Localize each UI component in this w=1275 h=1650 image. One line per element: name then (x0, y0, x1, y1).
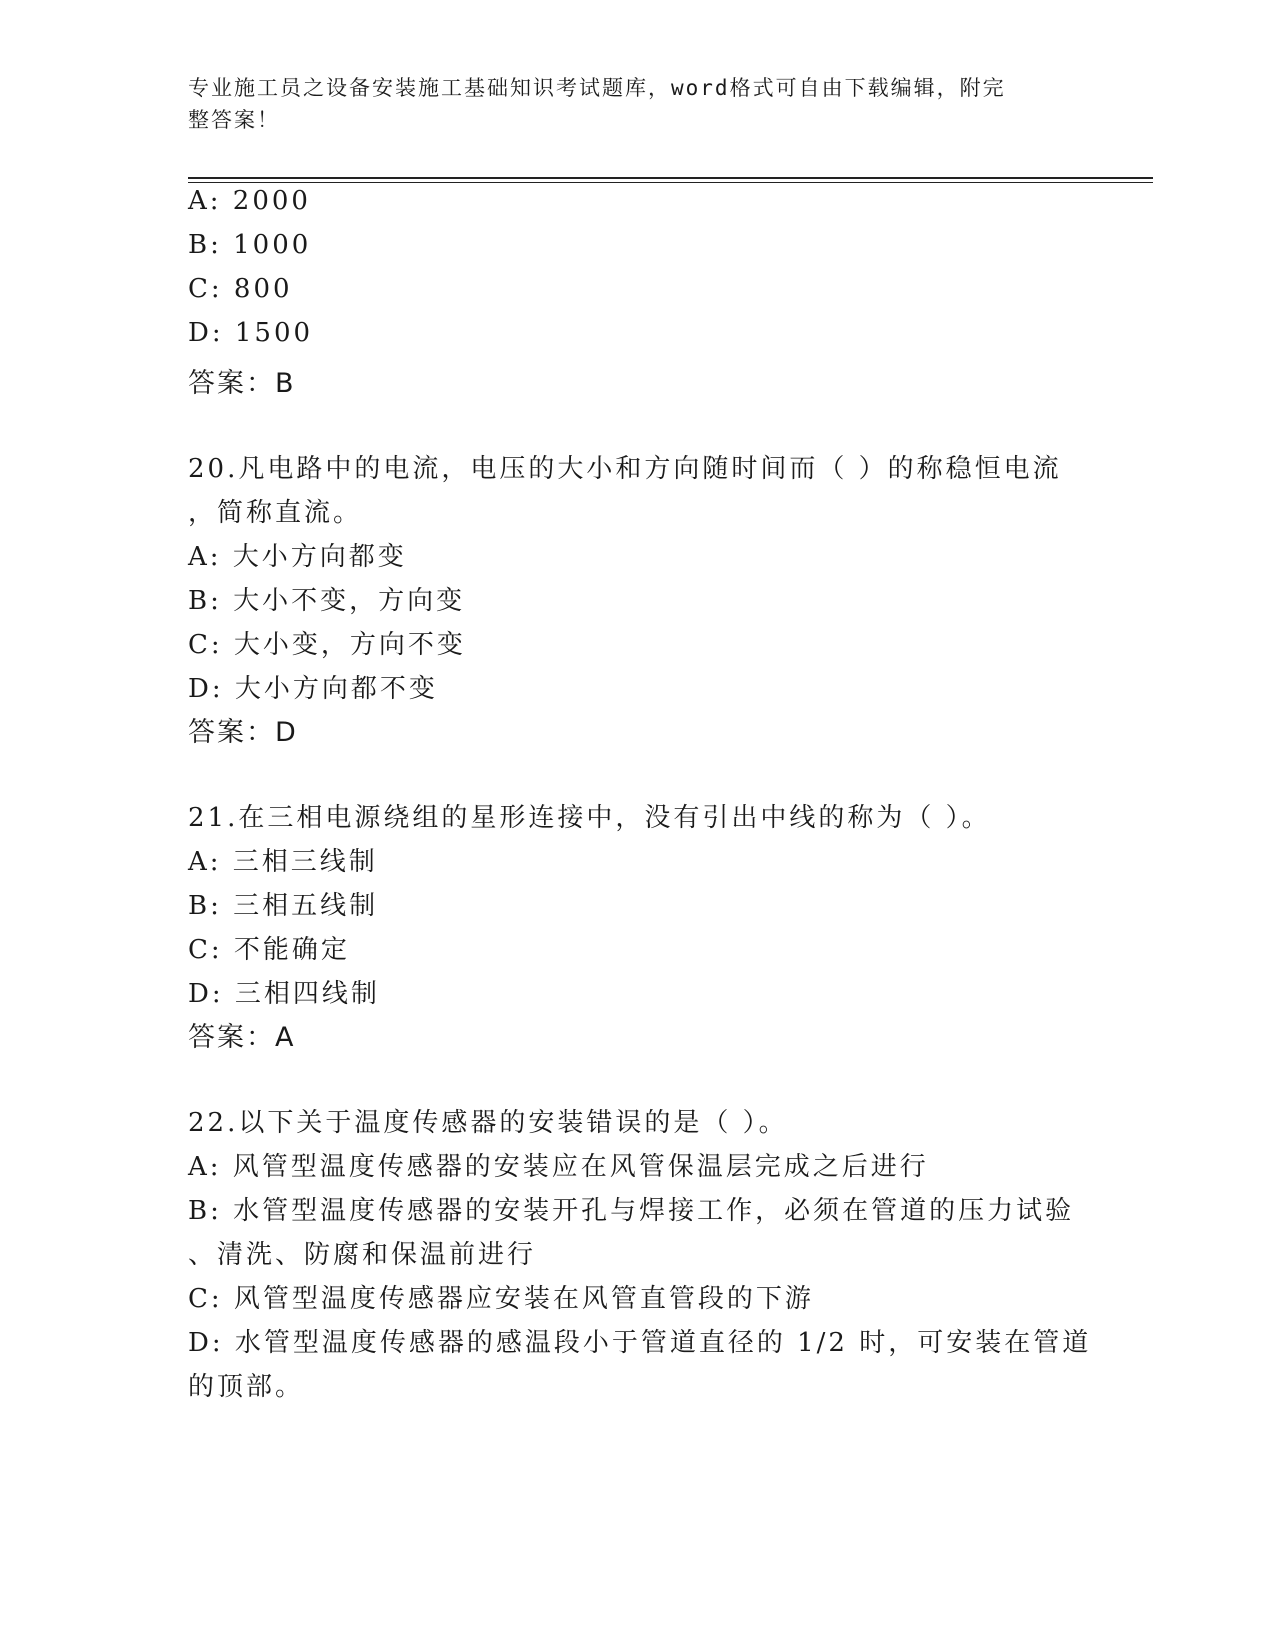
q21-stem-line-1: 21.在三相电源绕组的星形连接中，没有引出中线的称为（ ）。 (188, 803, 991, 833)
header-divider-thick (188, 177, 1153, 179)
q21-option-d: D: 三相四线制 (188, 979, 380, 1009)
q22-option-a: A: 风管型温度传感器的安装应在风管保温层完成之后进行 (188, 1152, 929, 1182)
q21-option-c: C: 不能确定 (188, 935, 350, 965)
header-line-1: 专业施工员之设备安装施工基础知识考试题库，word格式可自由下载编辑，附完 (188, 76, 1006, 100)
q19-option-a: A: 2000 (188, 186, 311, 216)
q21-option-b: B: 三相五线制 (188, 891, 379, 921)
q20-stem-line-1: 20.凡电路中的电流，电压的大小和方向随时间而（ ）的称稳恒电流 (188, 454, 1062, 484)
header-line-2: 整答案！ (188, 108, 280, 132)
q19-option-d: D: 1500 (188, 318, 314, 348)
q19-option-b: B: 1000 (188, 230, 312, 260)
q22-option-b-line-1: B: 水管型温度传感器的安装开孔与焊接工作，必须在管道的压力试验 (188, 1196, 1075, 1226)
q20-option-b: B: 大小不变，方向变 (188, 586, 466, 616)
q20-option-c: C: 大小变，方向不变 (188, 630, 466, 660)
q20-option-d: D: 大小方向都不变 (188, 674, 438, 704)
header-divider-thin (188, 182, 1153, 183)
q20-stem-line-2: ，简称直流。 (188, 498, 363, 528)
q22-stem-line-1: 22.以下关于温度传感器的安装错误的是（ ）。 (188, 1108, 788, 1138)
document-header (188, 72, 1068, 136)
q22-option-c: C: 风管型温度传感器应安装在风管直管段的下游 (188, 1284, 814, 1314)
q21-answer: 答案：A (188, 1022, 296, 1053)
q19-answer: 答案：B (188, 368, 296, 399)
q20-answer: 答案：D (188, 717, 298, 748)
q20-option-a: A: 大小方向都变 (188, 542, 407, 572)
q22-option-d-line-1: D: 水管型温度传感器的感温段小于管道直径的 1/2 时，可安装在管道 (188, 1328, 1092, 1358)
q19-option-c: C: 800 (188, 274, 293, 304)
q22-option-b-line-2: 、清洗、防腐和保温前进行 (188, 1240, 537, 1270)
q21-option-a: A: 三相三线制 (188, 847, 378, 877)
q22-option-d-line-2: 的顶部。 (188, 1372, 305, 1402)
